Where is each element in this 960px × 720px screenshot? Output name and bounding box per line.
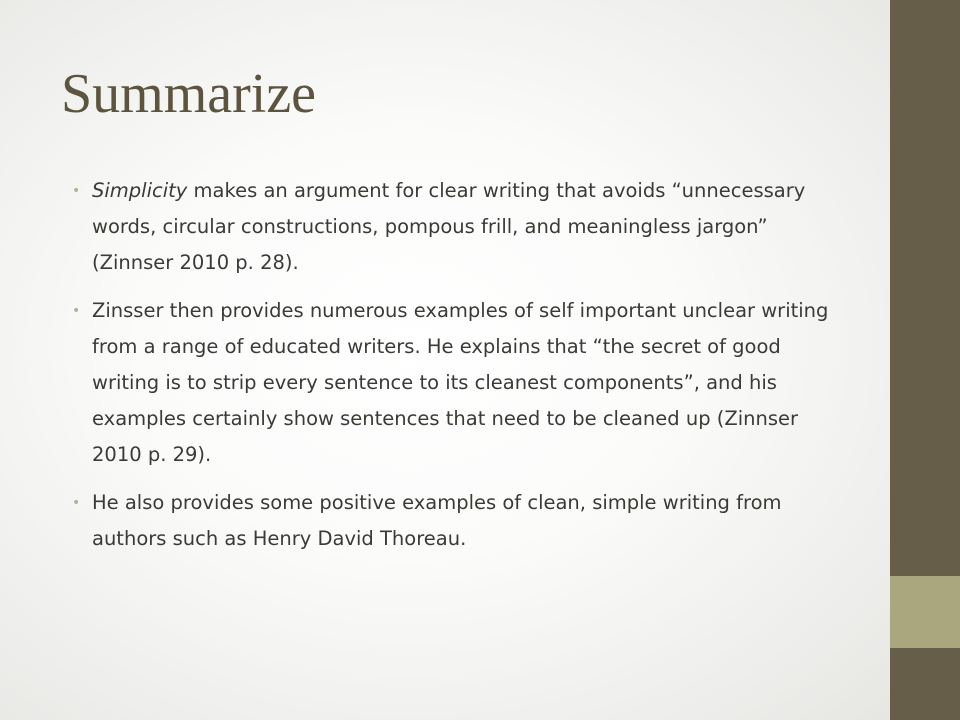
bullet-text: He also provides some positive examples of clean, simple writing from authors such as Henry David Thoreau.	[92, 491, 782, 550]
book-title-emphasis: Simplicity	[92, 179, 188, 202]
bullet-item-1	[72, 173, 852, 281]
bullet-text: makes an argument for clear writing that avoids “unnecessary words, circular constructions, pompous frill, and meaningless jargon” (Zinnser 2010 p. 28).	[92, 179, 806, 274]
bullet-list	[72, 173, 852, 569]
bullet-marker: •	[72, 183, 81, 199]
sidebar-accent-middle	[890, 576, 960, 648]
bullet-text: Zinsser then provides numerous examples of self important unclear writing from a range of educated writers. He explains that “the secret of good writing is to strip every sentence to its cleanest components”, and his examples certainly show sentences that need to be cleaned up (Zinnser 2010 p. 29).	[92, 299, 829, 466]
bullet-item-3	[72, 485, 852, 557]
bullet-marker: •	[72, 495, 81, 511]
sidebar-accent-top	[890, 0, 960, 576]
sidebar-accent-bottom	[890, 648, 960, 720]
slide-title: Summarize	[61, 63, 317, 125]
bullet-marker: •	[72, 303, 81, 319]
bullet-item-2	[72, 293, 852, 473]
